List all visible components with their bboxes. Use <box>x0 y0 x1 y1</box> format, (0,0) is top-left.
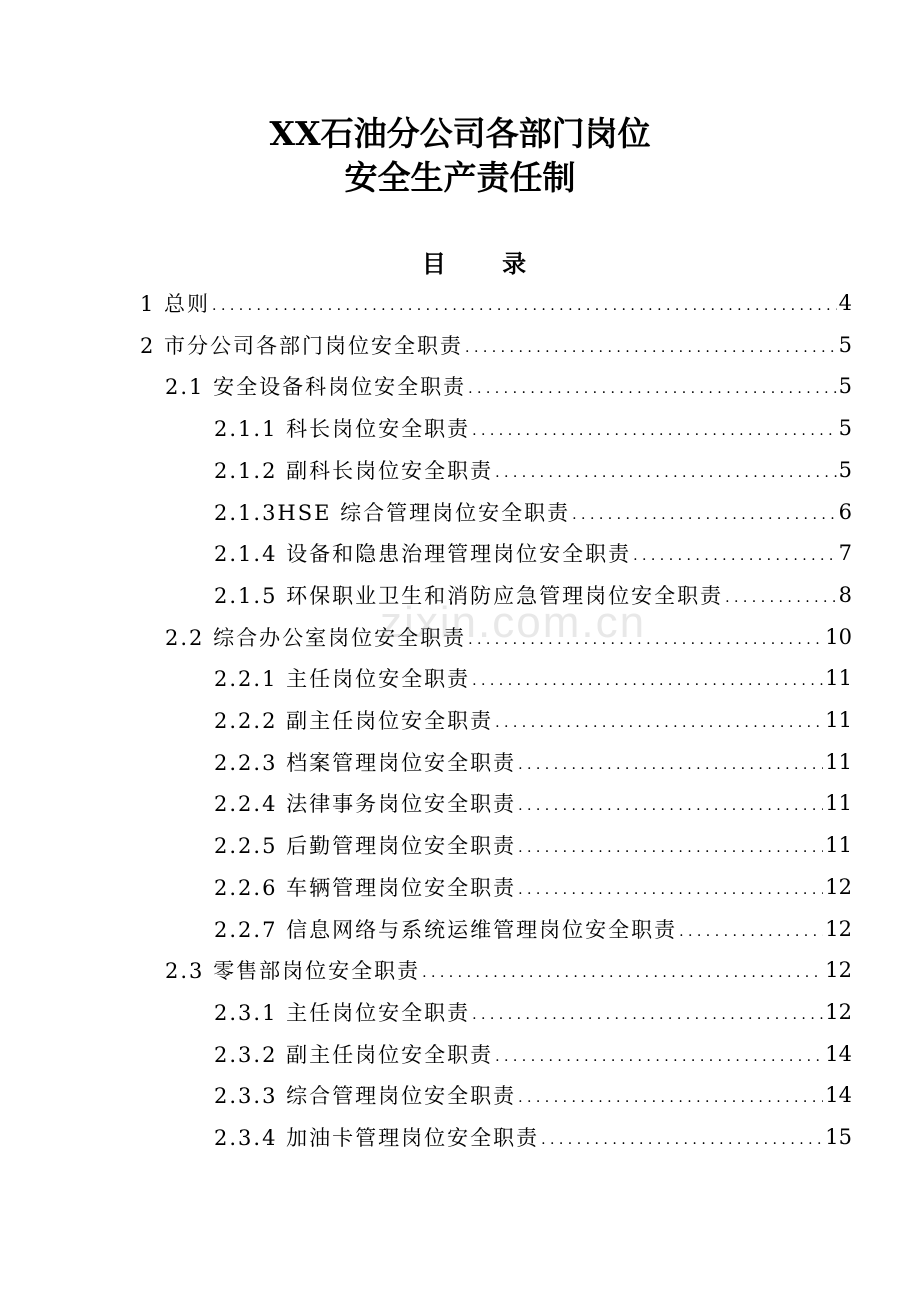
toc-entry[interactable] <box>214 1116 852 1158</box>
toc-leader-dots <box>495 458 837 482</box>
document-title-line-1: XX石油分公司各部门岗位 <box>269 114 651 153</box>
toc-entry-label: 2.3.1 主任岗位安全职责 <box>214 1000 471 1025</box>
toc-leader-dots <box>495 1042 823 1066</box>
toc-entry-page-number: 5 <box>838 374 852 399</box>
toc-leader-dots <box>518 1083 823 1107</box>
toc-entry[interactable] <box>214 1033 852 1075</box>
toc-entry-page-number: 5 <box>838 332 852 357</box>
toc-entry-label: 2.2.6 车辆管理岗位安全职责 <box>214 875 517 900</box>
toc-entry-label: 2.3.3 综合管理岗位安全职责 <box>214 1084 517 1109</box>
toc-entry-page-number: 11 <box>825 749 852 774</box>
toc-entry[interactable] <box>214 532 852 574</box>
toc-leader-dots <box>518 833 823 857</box>
toc-leader-dots <box>422 958 823 982</box>
toc-leader-dots <box>465 333 837 357</box>
toc-entry-label: 2.2.1 主任岗位安全职责 <box>214 667 471 692</box>
toc-entry-label: 2.2.2 副主任岗位安全职责 <box>214 709 494 733</box>
toc-entry-page-number: 14 <box>825 1083 852 1108</box>
toc-entry-label: 2.1.2 副科长岗位安全职责 <box>214 458 494 483</box>
toc-entry[interactable] <box>214 782 852 824</box>
toc-entry[interactable] <box>214 699 852 741</box>
toc-entry-page-number: 6 <box>838 499 852 524</box>
toc-entry[interactable] <box>165 365 852 407</box>
toc-entry[interactable] <box>214 1074 852 1116</box>
toc-entry-page-number: 7 <box>838 541 852 566</box>
toc-leader-dots <box>468 374 837 398</box>
toc-entry-label: 2.1.1 科长岗位安全职责 <box>214 417 471 442</box>
toc-entry-page-number: 15 <box>825 1125 852 1149</box>
toc-entry-page-number: 12 <box>825 958 852 983</box>
toc-entry-label: 2.1.5 环保职业卫生和消防应急管理岗位安全职责 <box>214 583 724 608</box>
toc-leader-dots <box>633 541 837 565</box>
toc-entry-page-number: 12 <box>825 999 852 1024</box>
toc-entry-label: 2.3 零售部岗位安全职责 <box>165 959 421 984</box>
toc-entry-label: 2.2 综合办公室岗位安全职责 <box>165 625 467 650</box>
toc-entry-label: 2.1.3HSE 综合管理岗位安全职责 <box>214 500 571 525</box>
document-title <box>0 112 920 200</box>
toc-entry-page-number: 12 <box>825 916 852 941</box>
toc-entry-page-number: 14 <box>825 1041 852 1066</box>
toc-entry[interactable] <box>214 657 852 699</box>
toc-entry[interactable] <box>140 282 852 324</box>
toc-leader-dots <box>472 666 823 690</box>
toc-leader-dots <box>495 708 823 732</box>
toc-entry-page-number: 5 <box>838 457 852 482</box>
watermark: zixin.com.cn <box>380 598 647 647</box>
toc-entry[interactable] <box>165 616 852 658</box>
toc-entry-label: 2.1.4 设备和隐患治理管理岗位安全职责 <box>214 542 632 567</box>
toc-entry-label: 2.2.5 后勤管理岗位安全职责 <box>214 834 517 859</box>
toc-leader-dots <box>518 875 823 899</box>
toc-entry-label: 1 总则 <box>140 292 211 316</box>
toc-leader-dots <box>518 750 823 774</box>
document-title-line-2: 安全生产责任制 <box>344 158 576 197</box>
toc-entry-page-number: 11 <box>825 791 852 816</box>
toc-entry-label: 2.2.3 档案管理岗位安全职责 <box>214 750 517 775</box>
toc-leader-dots <box>541 1125 823 1149</box>
toc-entry[interactable] <box>214 741 852 783</box>
toc-entry-page-number: 4 <box>838 291 852 315</box>
toc-entry-page-number: 8 <box>838 582 852 607</box>
toc-entry[interactable] <box>214 449 852 491</box>
toc-entry-page-number: 11 <box>825 833 852 858</box>
toc-entry-page-number: 11 <box>825 708 852 732</box>
toc-entry-label: 2.2.7 信息网络与系统运维管理岗位安全职责 <box>214 917 678 942</box>
toc-entry[interactable] <box>214 407 852 449</box>
toc-leader-dots <box>518 791 823 815</box>
toc-entry-label: 2 市分公司各部门岗位安全职责 <box>140 333 464 358</box>
toc-entry-label: 2.3.2 副主任岗位安全职责 <box>214 1042 494 1067</box>
toc-entry[interactable] <box>214 824 852 866</box>
toc-entry[interactable] <box>140 324 852 366</box>
toc-entry-label: 2.1 安全设备科岗位安全职责 <box>165 375 467 400</box>
toc-entry-page-number: 11 <box>825 666 852 691</box>
toc-leader-dots <box>472 416 837 440</box>
toc-leader-dots <box>679 917 823 941</box>
toc-entry-page-number: 5 <box>838 416 852 441</box>
toc-entry[interactable] <box>214 908 852 950</box>
toc-entry[interactable] <box>165 949 852 991</box>
toc-entry-page-number: 12 <box>825 874 852 899</box>
toc-leader-dots <box>472 1000 823 1024</box>
toc-entry-page-number: 10 <box>825 624 852 649</box>
toc-entry-label: 2.3.4 加油卡管理岗位安全职责 <box>214 1126 540 1150</box>
toc-heading: 目 录 <box>421 249 551 278</box>
toc-entry[interactable] <box>214 574 852 616</box>
toc-entry-label: 2.2.4 法律事务岗位安全职责 <box>214 792 517 817</box>
toc-entry[interactable] <box>214 991 852 1033</box>
toc-entry[interactable] <box>214 491 852 533</box>
toc-leader-dots <box>572 500 836 524</box>
toc-entry[interactable] <box>214 866 852 908</box>
toc-leader-dots <box>725 583 837 607</box>
toc-leader-dots <box>212 291 837 315</box>
toc-leader-dots <box>468 625 823 649</box>
